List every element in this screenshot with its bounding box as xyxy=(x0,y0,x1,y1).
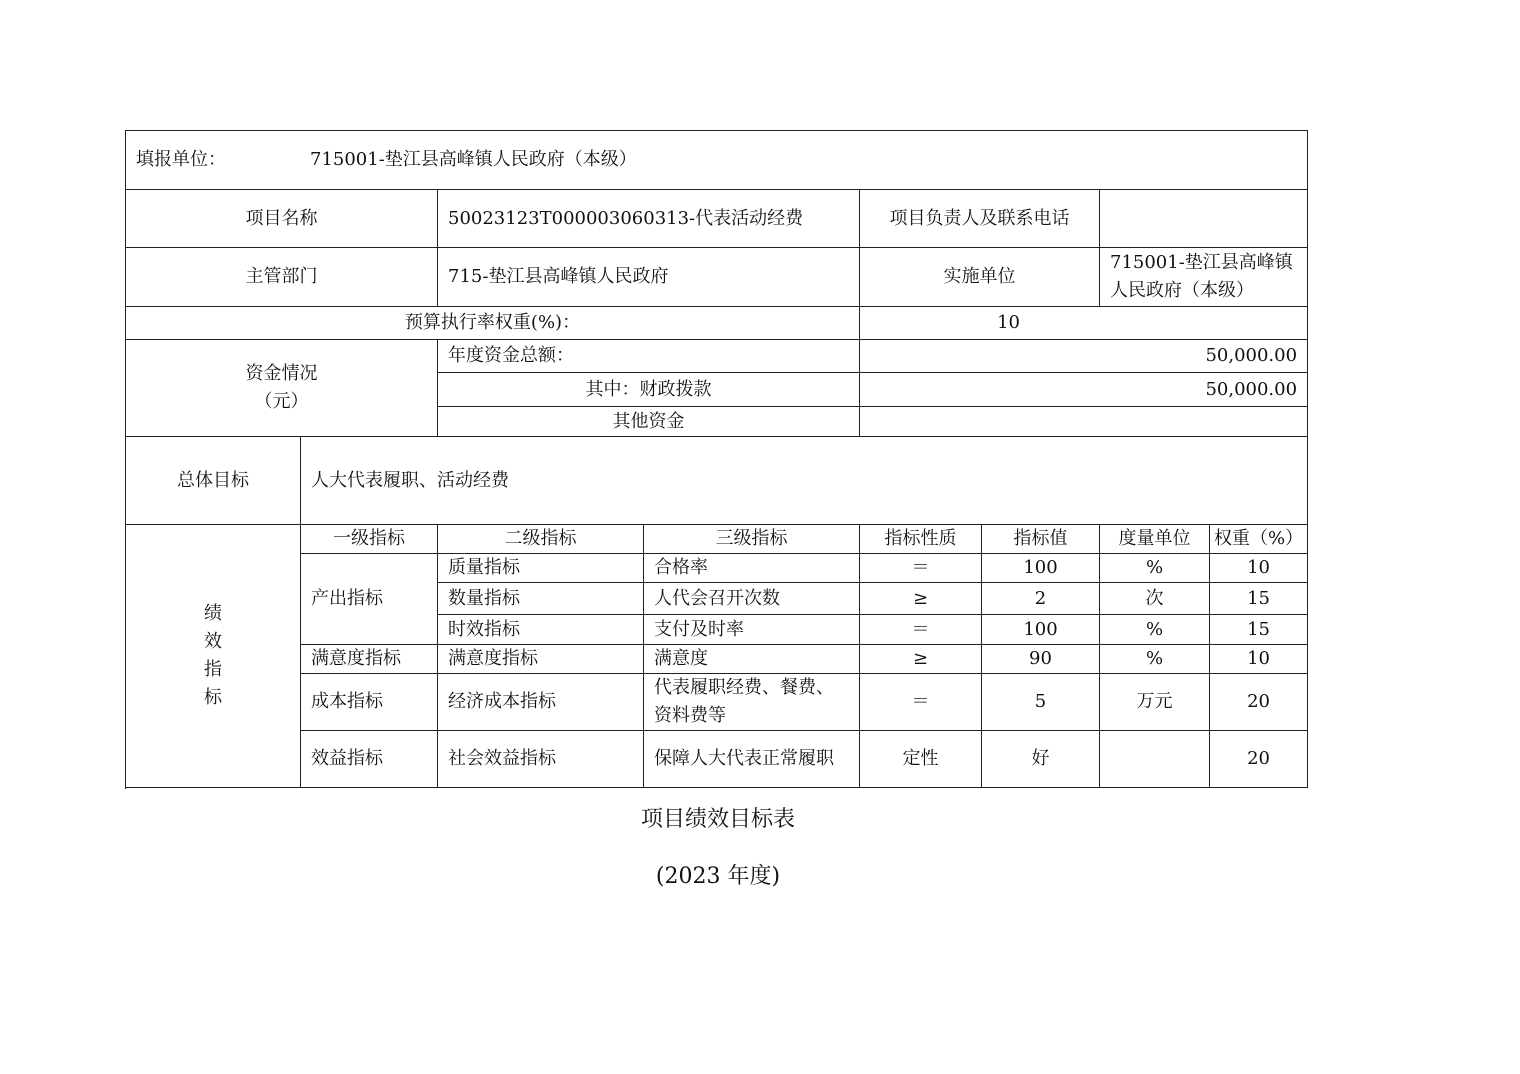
level2-cell: 时效指标 xyxy=(438,615,644,645)
goal-value: 人大代表履职、活动经费 xyxy=(301,437,1308,525)
header-level2: 二级指标 xyxy=(438,525,644,554)
funds-fiscal-label: 其中：财政拨款 xyxy=(438,373,860,407)
weight-cell: 20 xyxy=(1210,731,1308,788)
funds-label xyxy=(126,340,438,437)
weight-cell: 10 xyxy=(1210,645,1308,674)
level3-cell: 合格率 xyxy=(644,554,860,583)
level3-cell: 代表履职经费、餐费、资料费等 xyxy=(644,674,860,731)
project-name-label: 项目名称 xyxy=(126,190,438,248)
nature-cell: ≥ xyxy=(860,645,982,674)
nature-cell: ＝ xyxy=(860,615,982,645)
level2-cell: 满意度指标 xyxy=(438,645,644,674)
document-title: 项目绩效目标表 xyxy=(640,807,795,832)
nature-cell: ＝ xyxy=(860,554,982,583)
level3-cell: 保障人大代表正常履职 xyxy=(644,731,860,788)
nature-cell: 定性 xyxy=(860,731,982,788)
nature-cell: ＝ xyxy=(860,674,982,731)
level3-cell: 人代会召开次数 xyxy=(644,583,860,615)
funds-other-label: 其他资金 xyxy=(438,407,860,437)
funds-total-row xyxy=(126,340,1308,373)
nature-cell: ≥ xyxy=(860,583,982,615)
funds-total-value: 50,000.00 xyxy=(860,340,1308,373)
impl-unit-value: 715001-垫江县高峰镇人民政府（本级） xyxy=(1100,248,1308,307)
level3-cell: 支付及时率 xyxy=(644,615,860,645)
report-unit-label: 填报单位： xyxy=(136,149,226,170)
header-level3: 三级指标 xyxy=(644,525,860,554)
level2-cell: 质量指标 xyxy=(438,554,644,583)
unit-cell: 万元 xyxy=(1100,674,1210,731)
value-cell: 2 xyxy=(982,583,1100,615)
report-unit-row xyxy=(126,131,1308,190)
table-row xyxy=(126,731,1308,788)
performance-target-table xyxy=(125,130,1308,788)
indicator-side-char: 效 xyxy=(204,631,222,652)
goal-label: 总体目标 xyxy=(126,437,301,525)
indicator-side-char: 绩 xyxy=(204,603,222,624)
table-row xyxy=(126,554,1308,583)
level1-cell: 成本指标 xyxy=(301,674,438,731)
table-row xyxy=(126,645,1308,674)
weight-cell: 10 xyxy=(1210,554,1308,583)
indicator-side-char: 指 xyxy=(204,659,222,680)
level1-cell: 满意度指标 xyxy=(301,645,438,674)
value-cell: 100 xyxy=(982,554,1100,583)
funds-total-label: 年度资金总额： xyxy=(438,340,860,373)
budget-weight-row xyxy=(126,307,1308,340)
report-unit-value: 715001-垫江县高峰镇人民政府（本级） xyxy=(310,149,637,170)
header-unit: 度量单位 xyxy=(1100,525,1210,554)
indicator-header-row xyxy=(126,525,1308,554)
project-manager-label: 项目负责人及联系电话 xyxy=(860,190,1100,248)
budget-weight-label: 预算执行率权重(%)： xyxy=(126,307,860,340)
project-manager-value xyxy=(1100,190,1308,248)
funds-fiscal-value: 50,000.00 xyxy=(860,373,1308,407)
project-name-value: 50023123T000003060313-代表活动经费 xyxy=(438,190,860,248)
level3-cell: 满意度 xyxy=(644,645,860,674)
header-level1: 一级指标 xyxy=(301,525,438,554)
unit-cell: % xyxy=(1100,615,1210,645)
header-value: 指标值 xyxy=(982,525,1100,554)
unit-cell: % xyxy=(1100,554,1210,583)
level1-cell: 产出指标 xyxy=(301,554,438,645)
funds-other-value xyxy=(860,407,1308,437)
value-cell: 90 xyxy=(982,645,1100,674)
level2-cell: 数量指标 xyxy=(438,583,644,615)
department-value: 715-垫江县高峰镇人民政府 xyxy=(438,248,860,307)
unit-cell: 次 xyxy=(1100,583,1210,615)
department-label: 主管部门 xyxy=(126,248,438,307)
indicator-side-label xyxy=(126,525,301,788)
level2-cell: 社会效益指标 xyxy=(438,731,644,788)
weight-cell: 15 xyxy=(1210,583,1308,615)
funds-label-line1: 资金情况 xyxy=(245,363,318,384)
document-year: (2023 年度) xyxy=(655,864,781,889)
funds-label-line2: （元） xyxy=(254,391,309,412)
department-row xyxy=(126,248,1308,307)
value-cell: 好 xyxy=(982,731,1100,788)
table-row xyxy=(126,674,1308,731)
project-row xyxy=(126,190,1308,248)
level2-cell: 经济成本指标 xyxy=(438,674,644,731)
weight-cell: 20 xyxy=(1210,674,1308,731)
unit-cell: % xyxy=(1100,645,1210,674)
budget-weight-value: 10 xyxy=(860,307,1308,340)
value-cell: 5 xyxy=(982,674,1100,731)
goal-row xyxy=(126,437,1308,525)
value-cell: 100 xyxy=(982,615,1100,645)
weight-cell: 15 xyxy=(1210,615,1308,645)
report-unit-cell xyxy=(126,131,1308,190)
unit-cell xyxy=(1100,731,1210,788)
level1-cell: 效益指标 xyxy=(301,731,438,788)
impl-unit-label: 实施单位 xyxy=(860,248,1100,307)
header-nature: 指标性质 xyxy=(860,525,982,554)
indicator-side-char: 标 xyxy=(204,687,222,708)
header-weight: 权重（%） xyxy=(1210,525,1308,554)
